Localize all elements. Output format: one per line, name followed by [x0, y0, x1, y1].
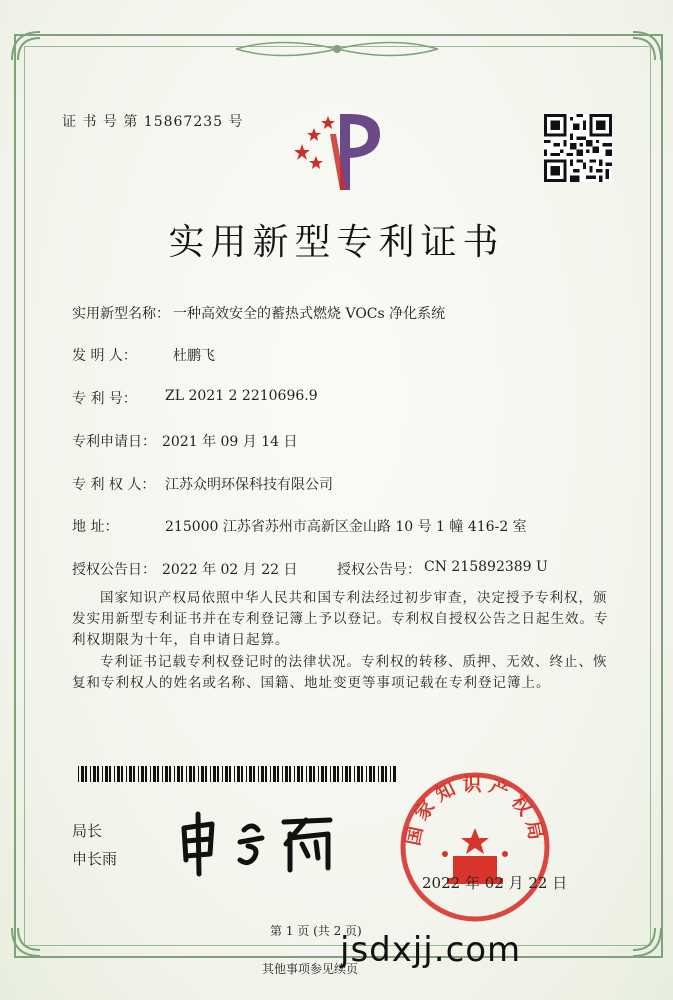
corner-ornament-top-left: [8, 28, 44, 64]
official-seal: [398, 770, 552, 924]
field-label-application-date: 专利申请日：: [72, 434, 156, 450]
top-ornament: [226, 36, 448, 62]
footer-note: 其他事项参见续页: [262, 962, 359, 976]
grant-date-label: 授权公告日：: [72, 562, 156, 578]
paragraph-grant: 国家知识产权局依照中华人民共和国专利法经过初步审查，决定授予专利权，颁发实用新型专利证书并在专利登记簿上予以登记。专利权自授权公告之日起生效。专利权期限为十年，自申请日起算。: [72, 590, 609, 648]
barcode: [78, 766, 398, 782]
director-title: 局长: [72, 822, 103, 840]
field-value-patentee: 江苏众明环保科技有限公司: [165, 477, 333, 493]
cnipa-emblem-icon: [282, 100, 388, 196]
certificate-title: 实用新型专利证书: [168, 222, 505, 263]
corner-ornament-bottom-left: [8, 924, 44, 960]
seal-text: 国家知识产权局: [401, 773, 549, 848]
corner-ornament-bottom-right: [629, 924, 665, 960]
site-watermark: jsdxjj.com: [340, 930, 522, 970]
certificate-number: 证 书 号 第 15867235 号: [62, 114, 244, 130]
field-value-patent-number: ZL 2021 2 2210696.9: [165, 388, 318, 404]
director-name: 申长雨: [72, 850, 118, 868]
grant-number-value: CN 215892389 U: [424, 559, 548, 575]
field-label-inventor: 发 明 人：: [72, 348, 137, 364]
paragraph-legal-status: 专利证书记载专利权登记时的法律状况。专利权的转移、质押、无效、终止、恢复和专利权人的姓名或名称、国籍、地址变更等事项记载在专利登记簿上。: [72, 654, 608, 691]
field-value-name: 一种高效安全的蓄热式燃烧 VOCs 净化系统: [173, 306, 446, 322]
field-value-application-date: 2021 年 09 月 14 日: [162, 434, 298, 450]
field-label-patent-number: 专 利 号：: [72, 391, 137, 407]
grant-number-label: 授权公告号：: [337, 562, 421, 578]
field-value-address: 215000 江苏省苏州市高新区金山路 10 号 1 幢 416-2 室: [165, 519, 527, 535]
director-signature: [178, 808, 338, 878]
grant-date-value: 2022 年 02 月 22 日: [162, 562, 298, 578]
field-value-inventor: 杜鹏飞: [173, 348, 215, 364]
seal-date: 2022 年 02 月 22 日: [422, 874, 568, 892]
field-label-address: 地 址：: [72, 519, 119, 535]
field-label-name: 实用新型名称：: [72, 306, 170, 322]
page-indicator: 第 1 页 (共 2 页): [270, 924, 362, 938]
qr-code: [544, 114, 612, 182]
field-label-patentee: 专 利 权 人：: [72, 477, 156, 493]
corner-ornament-top-right: [629, 28, 665, 64]
